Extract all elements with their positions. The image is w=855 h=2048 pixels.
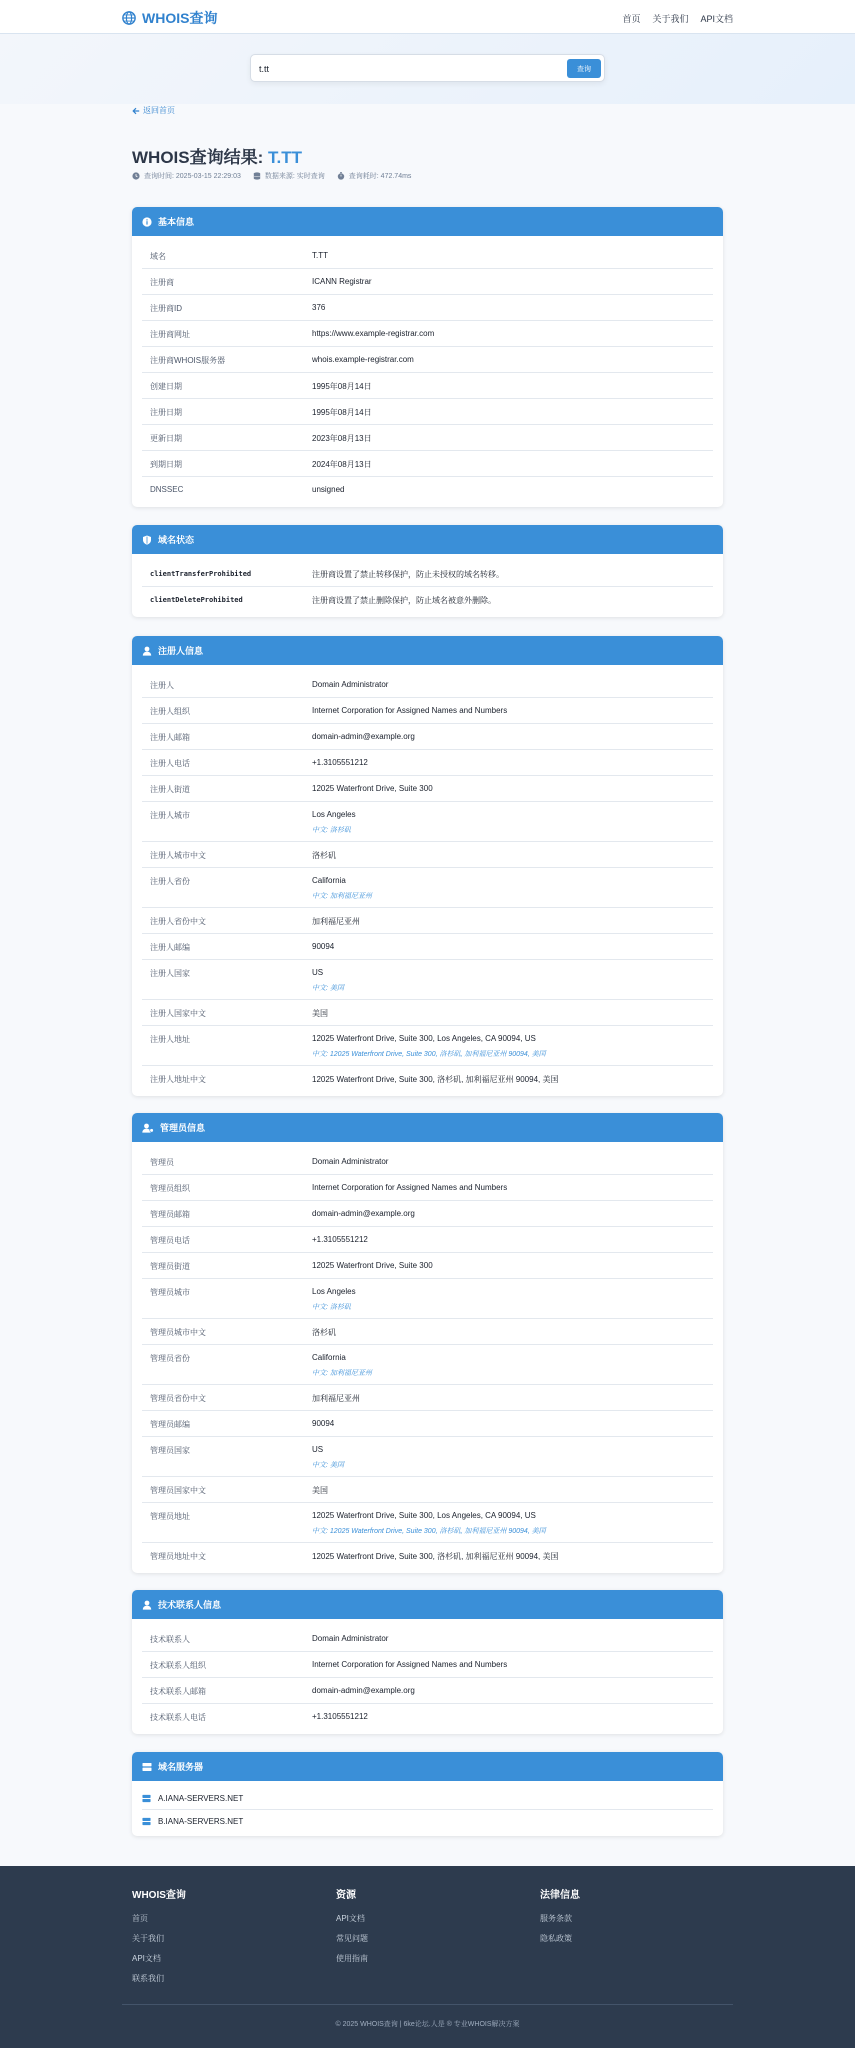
card-title: 注册人信息 [158, 646, 204, 656]
row-value-text: whois.example-registrar.com [312, 355, 414, 364]
row-value-text: California [312, 1353, 346, 1362]
row-value-text: domain-admin@example.org [312, 1686, 415, 1695]
row-value [312, 1149, 713, 1174]
row-value [312, 960, 713, 999]
info-row [142, 1201, 713, 1227]
nameserver-name: A.IANA-SERVERS.NET [158, 1794, 244, 1803]
info-row [142, 1678, 713, 1704]
card-tech [132, 1590, 723, 1734]
row-value-text: T.TT [312, 251, 328, 260]
row-value [312, 269, 713, 294]
row-label: 注册人省份 [150, 877, 190, 886]
shield-icon [142, 535, 152, 545]
query-meta [132, 171, 411, 181]
row-value-text: 12025 Waterfront Drive, Suite 300, 洛杉矶, 加利福尼亚州 90094, 美国 [312, 1552, 559, 1561]
card-header [132, 1590, 723, 1619]
row-value-text: 12025 Waterfront Drive, Suite 300, Los Angeles, CA 90094, US [312, 1034, 536, 1043]
top-navbar [0, 0, 855, 34]
row-label: 管理员街道 [150, 1262, 190, 1271]
row-label: 技术联系人电话 [150, 1713, 206, 1722]
row-value [312, 451, 713, 476]
row-value [312, 1543, 713, 1569]
row-value-text: 90094 [312, 1419, 335, 1428]
row-value-text: US [312, 1445, 324, 1454]
meta-duration [337, 171, 412, 181]
info-row [142, 1503, 713, 1543]
row-label: 注册人街道 [150, 785, 190, 794]
row-label: 注册人地址中文 [150, 1075, 206, 1084]
info-row [142, 1652, 713, 1678]
row-value [312, 1066, 713, 1092]
row-value-chinese: 中文: 洛杉矶 [312, 827, 351, 834]
row-value-text: 注册商设置了禁止转移保护，防止未授权的域名转移。 [312, 570, 504, 579]
card-registrant [132, 636, 723, 1096]
row-label: 更新日期 [150, 434, 182, 443]
globe-icon [122, 11, 136, 25]
row-value [312, 1175, 713, 1200]
info-row [142, 477, 713, 503]
row-value [312, 776, 713, 801]
meta-source-text: 数据来源: 实时查询 [264, 173, 325, 180]
nameserver-item [142, 1810, 713, 1832]
row-value [312, 842, 713, 867]
card-body [132, 1619, 723, 1734]
info-row [142, 1000, 713, 1026]
info-row [142, 842, 713, 868]
row-value-text: 美国 [312, 1486, 328, 1495]
card-body [132, 554, 723, 617]
info-row [142, 243, 713, 269]
row-value-text: Internet Corporation for Assigned Names and Numbers [312, 1183, 508, 1192]
footer-link[interactable]: 联系我们 [132, 1974, 164, 1983]
row-label: 注册人国家中文 [150, 1009, 206, 1018]
row-value [312, 1385, 713, 1410]
card-body [132, 665, 723, 1096]
info-row [142, 698, 713, 724]
card-admin [132, 1113, 723, 1573]
row-value-text: 12025 Waterfront Drive, Suite 300 [312, 1261, 433, 1270]
row-label: 注册人邮箱 [150, 733, 190, 742]
row-value [312, 1411, 713, 1436]
info-row [142, 587, 713, 613]
row-value-text: 2024年08月13日 [312, 460, 372, 469]
row-label: 注册人国家 [150, 969, 190, 978]
row-value-text: 2023年08月13日 [312, 434, 372, 443]
row-value [312, 724, 713, 749]
info-row [142, 1345, 713, 1385]
row-label: 技术联系人邮箱 [150, 1687, 206, 1696]
server-icon [142, 1817, 151, 1826]
row-value-text: 90094 [312, 942, 335, 951]
row-value-chinese: 中文: 加利福尼亚州 [312, 893, 372, 900]
row-value-text: +1.3105551212 [312, 758, 368, 767]
row-value [312, 1345, 713, 1384]
footer-link[interactable]: 常见问题 [336, 1934, 368, 1943]
row-label: 注册日期 [150, 408, 182, 417]
row-value [312, 1253, 713, 1278]
row-label: DNSSEC [150, 485, 184, 494]
search-input[interactable] [259, 61, 549, 76]
row-label: 注册商网址 [150, 330, 190, 339]
row-value-text: Domain Administrator [312, 680, 389, 689]
info-row [142, 1149, 713, 1175]
row-value-text: 12025 Waterfront Drive, Suite 300 [312, 784, 433, 793]
row-value-chinese: 中文: 12025 Waterfront Drive, Suite 300, 洛杉矶, 加利福尼亚州 90094, 美国 [312, 1051, 546, 1058]
row-value [312, 1503, 713, 1542]
row-label: 管理员邮箱 [150, 1210, 190, 1219]
info-row [142, 750, 713, 776]
row-value [312, 1000, 713, 1025]
search-box [250, 54, 605, 82]
footer-link[interactable]: API文档 [132, 1954, 161, 1963]
row-value-text: Domain Administrator [312, 1157, 389, 1166]
site-logo[interactable] [122, 8, 217, 28]
info-row [142, 908, 713, 934]
row-value-text: 12025 Waterfront Drive, Suite 300, Los Angeles, CA 90094, US [312, 1511, 536, 1520]
footer-divider [122, 2004, 733, 2005]
copyright: © 2025 WHOIS查询 | 6ke论坛.人是 ® 专业WHOIS解决方案 [335, 2021, 520, 2028]
info-row [142, 1437, 713, 1477]
row-label: 创建日期 [150, 382, 182, 391]
row-value-chinese: 中文: 加利福尼亚州 [312, 1370, 372, 1377]
card-title: 技术联系人信息 [158, 1600, 222, 1610]
info-row [142, 724, 713, 750]
row-label: 管理员省份 [150, 1354, 190, 1363]
row-value [312, 1678, 713, 1703]
row-label: 注册人组织 [150, 707, 190, 716]
card-header [132, 207, 723, 236]
info-row [142, 347, 713, 373]
row-value-text: 洛杉矶 [312, 1328, 336, 1337]
meta-time [132, 171, 241, 181]
info-row [142, 321, 713, 347]
row-label: 注册人 [150, 681, 174, 690]
nameserver-name: B.IANA-SERVERS.NET [158, 1816, 244, 1826]
row-value-text: California [312, 876, 346, 885]
row-label: 注册商WHOIS服务器 [150, 356, 226, 365]
row-label: 注册人电话 [150, 759, 190, 768]
info-row [142, 399, 713, 425]
row-value [312, 934, 713, 959]
row-label: 管理员电话 [150, 1236, 190, 1245]
row-value-chinese: 中文: 美国 [312, 1462, 344, 1469]
back-link[interactable] [132, 105, 175, 116]
row-value-text: 1995年08月14日 [312, 408, 372, 417]
nav-link-about[interactable]: 关于我们 [652, 14, 689, 24]
row-value-text: domain-admin@example.org [312, 1209, 415, 1218]
card-body [132, 1781, 723, 1836]
footer-col-resources [336, 1886, 368, 1973]
row-value-chinese: 中文: 美国 [312, 985, 344, 992]
row-label: 注册商 [150, 278, 174, 287]
row-value-chinese: 中文: 12025 Waterfront Drive, Suite 300, 洛杉矶, 加利福尼亚州 90094, 美国 [312, 1528, 546, 1535]
row-value [312, 1227, 713, 1252]
row-value [312, 399, 713, 424]
info-row [142, 1175, 713, 1201]
row-value-text: US [312, 968, 324, 977]
info-row [142, 561, 713, 587]
info-row [142, 868, 713, 908]
footer-link[interactable]: 服务条款 [540, 1914, 572, 1923]
row-label: 管理员城市中文 [150, 1328, 206, 1337]
row-value [312, 243, 713, 268]
card-header [132, 1113, 723, 1142]
footer-col-whois [132, 1886, 186, 1993]
card-header [132, 1752, 723, 1781]
logo-text: WHOIS查询 [142, 10, 218, 26]
row-value-text: 洛杉矶 [312, 851, 336, 860]
search-hero [0, 34, 855, 104]
row-value [312, 1026, 713, 1065]
info-row [142, 1626, 713, 1652]
row-value [312, 587, 713, 613]
info-row [142, 960, 713, 1000]
row-value [312, 425, 713, 450]
row-value-text: https://www.example-registrar.com [312, 329, 435, 338]
info-row [142, 1477, 713, 1503]
info-row [142, 295, 713, 321]
row-value [312, 698, 713, 723]
arrow-left-icon [132, 107, 140, 115]
info-icon [142, 217, 152, 227]
footer-link[interactable]: 首页 [132, 1914, 148, 1923]
title-prefix: WHOIS查询结果: [132, 148, 268, 167]
row-value [312, 672, 713, 697]
user-cog-icon [142, 1123, 154, 1133]
card-title: 域名状态 [158, 535, 195, 545]
user-icon [142, 1600, 152, 1610]
server-icon [142, 1794, 151, 1803]
footer-col-legal [540, 1886, 580, 1953]
info-row [142, 373, 713, 399]
info-row [142, 425, 713, 451]
row-value [312, 1279, 713, 1318]
info-row [142, 1704, 713, 1730]
info-row [142, 776, 713, 802]
row-value [312, 373, 713, 398]
info-row [142, 1319, 713, 1345]
row-label: 管理员国家 [150, 1446, 190, 1455]
row-label: 管理员地址 [150, 1512, 190, 1521]
info-row [142, 1385, 713, 1411]
user-icon [142, 646, 152, 656]
row-value [312, 908, 713, 933]
row-value-text: Domain Administrator [312, 1634, 389, 1643]
row-value [312, 1201, 713, 1226]
row-value-text: 12025 Waterfront Drive, Suite 300, 洛杉矶, 加利福尼亚州 90094, 美国 [312, 1075, 559, 1084]
row-label: 管理员城市 [150, 1288, 190, 1297]
row-value-text: +1.3105551212 [312, 1712, 368, 1721]
row-value-text: Los Angeles [312, 1287, 356, 1296]
row-label: 管理员国家中文 [150, 1486, 206, 1495]
card-nameservers [132, 1752, 723, 1836]
row-value-text: Los Angeles [312, 810, 356, 819]
row-label: clientDeleteProhibited [150, 596, 243, 604]
database-icon [253, 172, 261, 180]
row-value [312, 802, 713, 841]
title-domain: T.TT [268, 148, 302, 167]
row-label: clientTransferProhibited [150, 570, 252, 578]
row-value [312, 321, 713, 346]
nav-links [622, 12, 733, 25]
row-value-text: +1.3105551212 [312, 1235, 368, 1244]
row-label: 管理员地址中文 [150, 1552, 206, 1561]
row-value [312, 347, 713, 372]
info-row [142, 269, 713, 295]
nameserver-item [142, 1788, 713, 1810]
meta-source [253, 171, 325, 181]
row-label: 注册人城市中文 [150, 851, 206, 860]
card-header [132, 525, 723, 554]
nav-link-home[interactable]: 首页 [622, 14, 641, 24]
footer-link[interactable]: 关于我们 [132, 1934, 164, 1943]
row-label: 注册人省份中文 [150, 917, 206, 926]
row-value [312, 477, 713, 503]
card-title: 管理员信息 [160, 1123, 206, 1133]
info-row [142, 802, 713, 842]
row-value-text: 376 [312, 303, 326, 312]
row-value [312, 295, 713, 320]
row-label: 技术联系人 [150, 1635, 190, 1644]
info-row [142, 1411, 713, 1437]
row-label: 注册人城市 [150, 811, 190, 820]
row-value [312, 1437, 713, 1476]
info-row [142, 1026, 713, 1066]
meta-duration-text: 查询耗时: 472.74ms [348, 173, 412, 180]
footer-link[interactable]: API文档 [336, 1914, 365, 1923]
row-label: 管理员组织 [150, 1184, 190, 1193]
row-value-text: unsigned [312, 485, 345, 494]
footer-col-title: 法律信息 [540, 1890, 580, 1901]
server-icon [142, 1762, 152, 1772]
row-label: 管理员邮编 [150, 1420, 190, 1429]
card-header [132, 636, 723, 665]
row-value-text: 加利福尼亚州 [312, 917, 360, 926]
footer-link[interactable]: 使用指南 [336, 1954, 368, 1963]
row-value [312, 1477, 713, 1502]
info-row [142, 451, 713, 477]
row-value [312, 1319, 713, 1344]
row-label: 管理员 [150, 1158, 174, 1167]
row-value-text: Internet Corporation for Assigned Names and Numbers [312, 706, 508, 715]
row-value [312, 561, 713, 586]
info-row [142, 1253, 713, 1279]
info-row [142, 1279, 713, 1319]
clock-icon [132, 172, 140, 180]
row-label: 管理员省份中文 [150, 1394, 206, 1403]
info-row [142, 934, 713, 960]
nav-link-api[interactable]: API文档 [700, 14, 733, 24]
card-title: 基本信息 [158, 217, 195, 227]
row-value-text: 注册商设置了禁止删除保护，防止域名被意外删除。 [312, 596, 496, 605]
row-value-text: 1995年08月14日 [312, 382, 372, 391]
row-value-text: domain-admin@example.org [312, 732, 415, 741]
row-label: 注册人邮编 [150, 943, 190, 952]
row-label: 域名 [150, 252, 166, 261]
row-label: 到期日期 [150, 460, 182, 469]
info-row [142, 672, 713, 698]
meta-time-text: 查询时间: 2025-03-15 22:29:03 [144, 173, 241, 180]
back-link-label: 返回首页 [143, 106, 175, 115]
footer-col-title: 资源 [336, 1890, 356, 1901]
card-domain-status [132, 525, 723, 617]
footer [0, 1866, 855, 2048]
search-button[interactable]: 查询 [567, 59, 601, 78]
row-value [312, 1704, 713, 1730]
row-label: 注册商ID [150, 304, 182, 313]
footer-link[interactable]: 隐私政策 [540, 1934, 572, 1943]
card-body [132, 236, 723, 507]
row-value-text: 加利福尼亚州 [312, 1394, 360, 1403]
page-title [132, 143, 302, 168]
row-value [312, 868, 713, 907]
footer-col-title: WHOIS查询 [132, 1890, 186, 1901]
row-value-text: Internet Corporation for Assigned Names and Numbers [312, 1660, 508, 1669]
row-value [312, 750, 713, 775]
info-row [142, 1227, 713, 1253]
row-value [312, 1626, 713, 1651]
info-row [142, 1066, 713, 1092]
card-title: 域名服务器 [158, 1762, 204, 1772]
row-label: 技术联系人组织 [150, 1661, 206, 1670]
row-value [312, 1652, 713, 1677]
stopwatch-icon [337, 172, 345, 180]
row-value-text: 美国 [312, 1009, 328, 1018]
info-row [142, 1543, 713, 1569]
card-body [132, 1142, 723, 1573]
row-value-text: ICANN Registrar [312, 277, 372, 286]
card-basic-info [132, 207, 723, 507]
row-label: 注册人地址 [150, 1035, 190, 1044]
row-value-chinese: 中文: 洛杉矶 [312, 1304, 351, 1311]
